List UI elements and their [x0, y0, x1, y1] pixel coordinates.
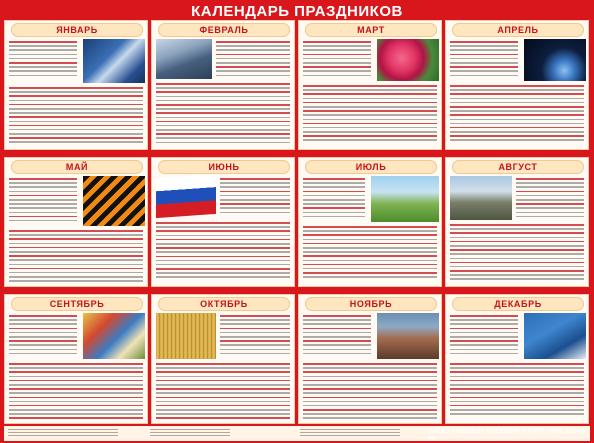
- month-title: ДЕКАБРЬ: [452, 297, 584, 311]
- month-holiday-list: [220, 315, 290, 357]
- month-card-february: [151, 20, 295, 150]
- order-phone-text: ЗАКАЗ УЧЕБНЫХ ПОСОБИЙ И КАРТ: (495) 333-05-88: [428, 428, 588, 442]
- month-holiday-list: [9, 41, 77, 79]
- month-title: МАРТ: [305, 23, 437, 37]
- month-card-march: [298, 20, 442, 150]
- month-card-april: [445, 20, 589, 150]
- month-title: ИЮЛЬ: [305, 160, 437, 174]
- month-title: ОКТЯБРЬ: [158, 297, 290, 311]
- month-photo: [450, 176, 512, 220]
- month-photo: [377, 313, 439, 359]
- month-holiday-list: [450, 224, 584, 283]
- month-holiday-list: [220, 178, 290, 216]
- footer-fine-print: [300, 429, 400, 439]
- month-holiday-list: [450, 85, 584, 144]
- month-title: АПРЕЛЬ: [452, 23, 584, 37]
- month-photo: [377, 39, 439, 81]
- month-title: СЕНТЯБРЬ: [11, 297, 143, 311]
- month-holiday-list: [9, 230, 143, 284]
- month-photo: [83, 176, 145, 226]
- month-card-june: [151, 157, 295, 287]
- month-card-january: [4, 20, 148, 150]
- month-holiday-list: [303, 85, 437, 144]
- month-holiday-list: [303, 226, 437, 280]
- footer-fine-print: [8, 429, 118, 439]
- month-holiday-list: [9, 87, 143, 146]
- month-holiday-list: [303, 363, 437, 422]
- month-card-september: [4, 294, 148, 424]
- month-holiday-list: [303, 178, 365, 220]
- month-card-july: [298, 157, 442, 287]
- month-title: ФЕВРАЛЬ: [158, 23, 290, 37]
- month-photo: [156, 39, 212, 79]
- month-holiday-list: [303, 315, 371, 357]
- month-holiday-list: [516, 178, 584, 220]
- month-photo: [156, 313, 216, 359]
- month-holiday-list: [9, 363, 143, 422]
- month-card-august: [445, 157, 589, 287]
- month-photo: [83, 313, 145, 359]
- month-title: МАЙ: [11, 160, 143, 174]
- months-grid: [4, 20, 590, 425]
- month-photo: [524, 39, 586, 81]
- month-holiday-list: [303, 41, 371, 79]
- month-holiday-list: [450, 363, 584, 417]
- month-title: ЯНВАРЬ: [11, 23, 143, 37]
- month-photo: [83, 39, 145, 83]
- footer-fine-print: [150, 429, 230, 439]
- month-holiday-list: [216, 41, 290, 79]
- month-holiday-list: [450, 315, 518, 357]
- month-holiday-list: [450, 41, 518, 79]
- month-card-november: [298, 294, 442, 424]
- month-holiday-list: [156, 363, 290, 422]
- month-photo: [371, 176, 439, 222]
- month-title: НОЯБРЬ: [305, 297, 437, 311]
- month-card-may: [4, 157, 148, 287]
- month-card-december: [445, 294, 589, 424]
- month-card-october: [151, 294, 295, 424]
- month-holiday-list: [9, 315, 77, 357]
- month-holiday-list: [156, 83, 290, 146]
- month-photo: [524, 313, 586, 359]
- month-holiday-list: [156, 222, 290, 281]
- month-title: ИЮНЬ: [158, 160, 290, 174]
- month-holiday-list: [9, 178, 77, 224]
- month-photo: [156, 174, 216, 218]
- poster-title: КАЛЕНДАРЬ ПРАЗДНИКОВ: [191, 2, 403, 20]
- month-title: АВГУСТ: [452, 160, 584, 174]
